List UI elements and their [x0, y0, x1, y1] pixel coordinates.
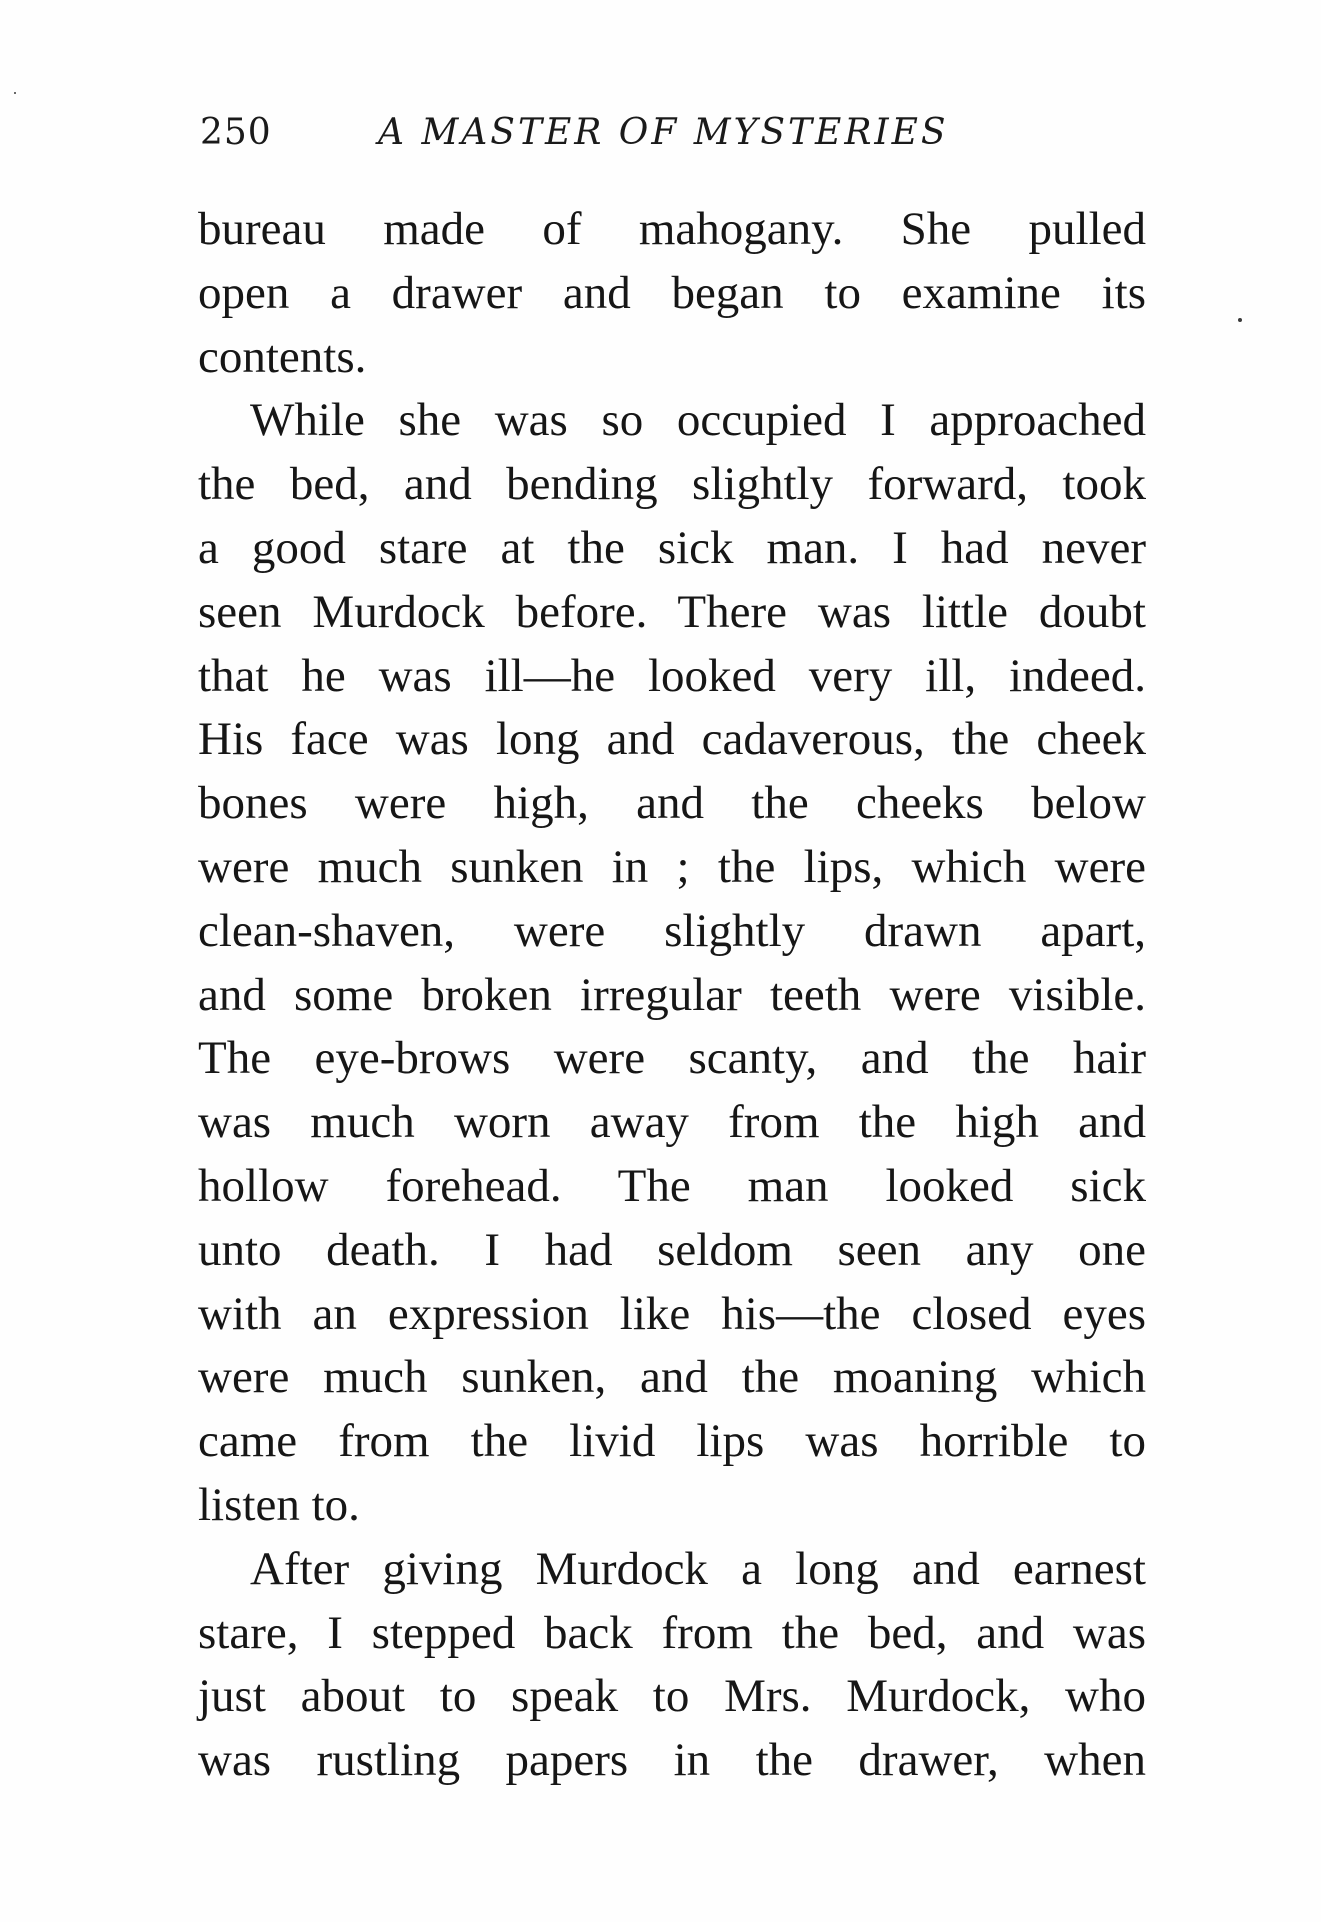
text-line: His face was long and cadaverous, the cheek — [198, 713, 1146, 766]
text-line: After giving Murdock a long and earnest — [250, 1542, 1146, 1595]
text-line: bureau made of mahogany. She pulled — [198, 203, 1146, 255]
text-line: with an expression like his—the closed eyes — [198, 1287, 1146, 1340]
print-speck — [1238, 318, 1242, 322]
running-title: A MASTER OF MYSTERIES — [378, 112, 949, 153]
body-text — [198, 198, 1146, 1793]
text-line: The eye-brows were scanty, and the hair — [198, 1032, 1146, 1085]
paragraph-3 — [198, 1538, 1146, 1793]
text-line: contents. — [198, 330, 367, 383]
text-line: that he was ill—he looked very ill, indeed. — [198, 649, 1146, 702]
text-line: were much sunken, and the moaning which — [198, 1351, 1146, 1404]
running-head — [200, 112, 980, 168]
paragraph-1 — [198, 198, 1146, 389]
text-line: clean-shaven, were slightly drawn apart, — [198, 904, 1146, 957]
text-line: While she was so occupied I approached — [250, 394, 1146, 447]
text-line: and some broken irregular teeth were visible. — [198, 968, 1146, 1021]
text-line: were much sunken in ; the lips, which were — [198, 840, 1146, 893]
text-line: was much worn away from the high and — [198, 1096, 1146, 1149]
page-number: 250 — [200, 112, 272, 153]
text-line: bones were high, and the cheeks below — [198, 777, 1146, 830]
text-line: a good stare at the sick man. I had never — [198, 521, 1146, 574]
text-line: unto death. I had seldom seen any one — [198, 1223, 1146, 1276]
text-line: was rustling papers in the drawer, when — [198, 1734, 1146, 1787]
text-line: listen to. — [198, 1478, 360, 1531]
text-line: came from the livid lips was horrible to — [198, 1415, 1146, 1468]
text-line: the bed, and bending slightly forward, took — [198, 458, 1146, 511]
text-line: just about to speak to Mrs. Murdock, who — [198, 1670, 1146, 1723]
text-line: seen Murdock before. There was little doubt — [198, 585, 1146, 638]
paragraph-2 — [198, 389, 1146, 1537]
text-line: open a drawer and began to examine its — [198, 266, 1146, 319]
text-line: hollow forehead. The man looked sick — [198, 1159, 1146, 1212]
print-speck — [14, 92, 16, 94]
text-line: stare, I stepped back from the bed, and was — [198, 1606, 1146, 1659]
